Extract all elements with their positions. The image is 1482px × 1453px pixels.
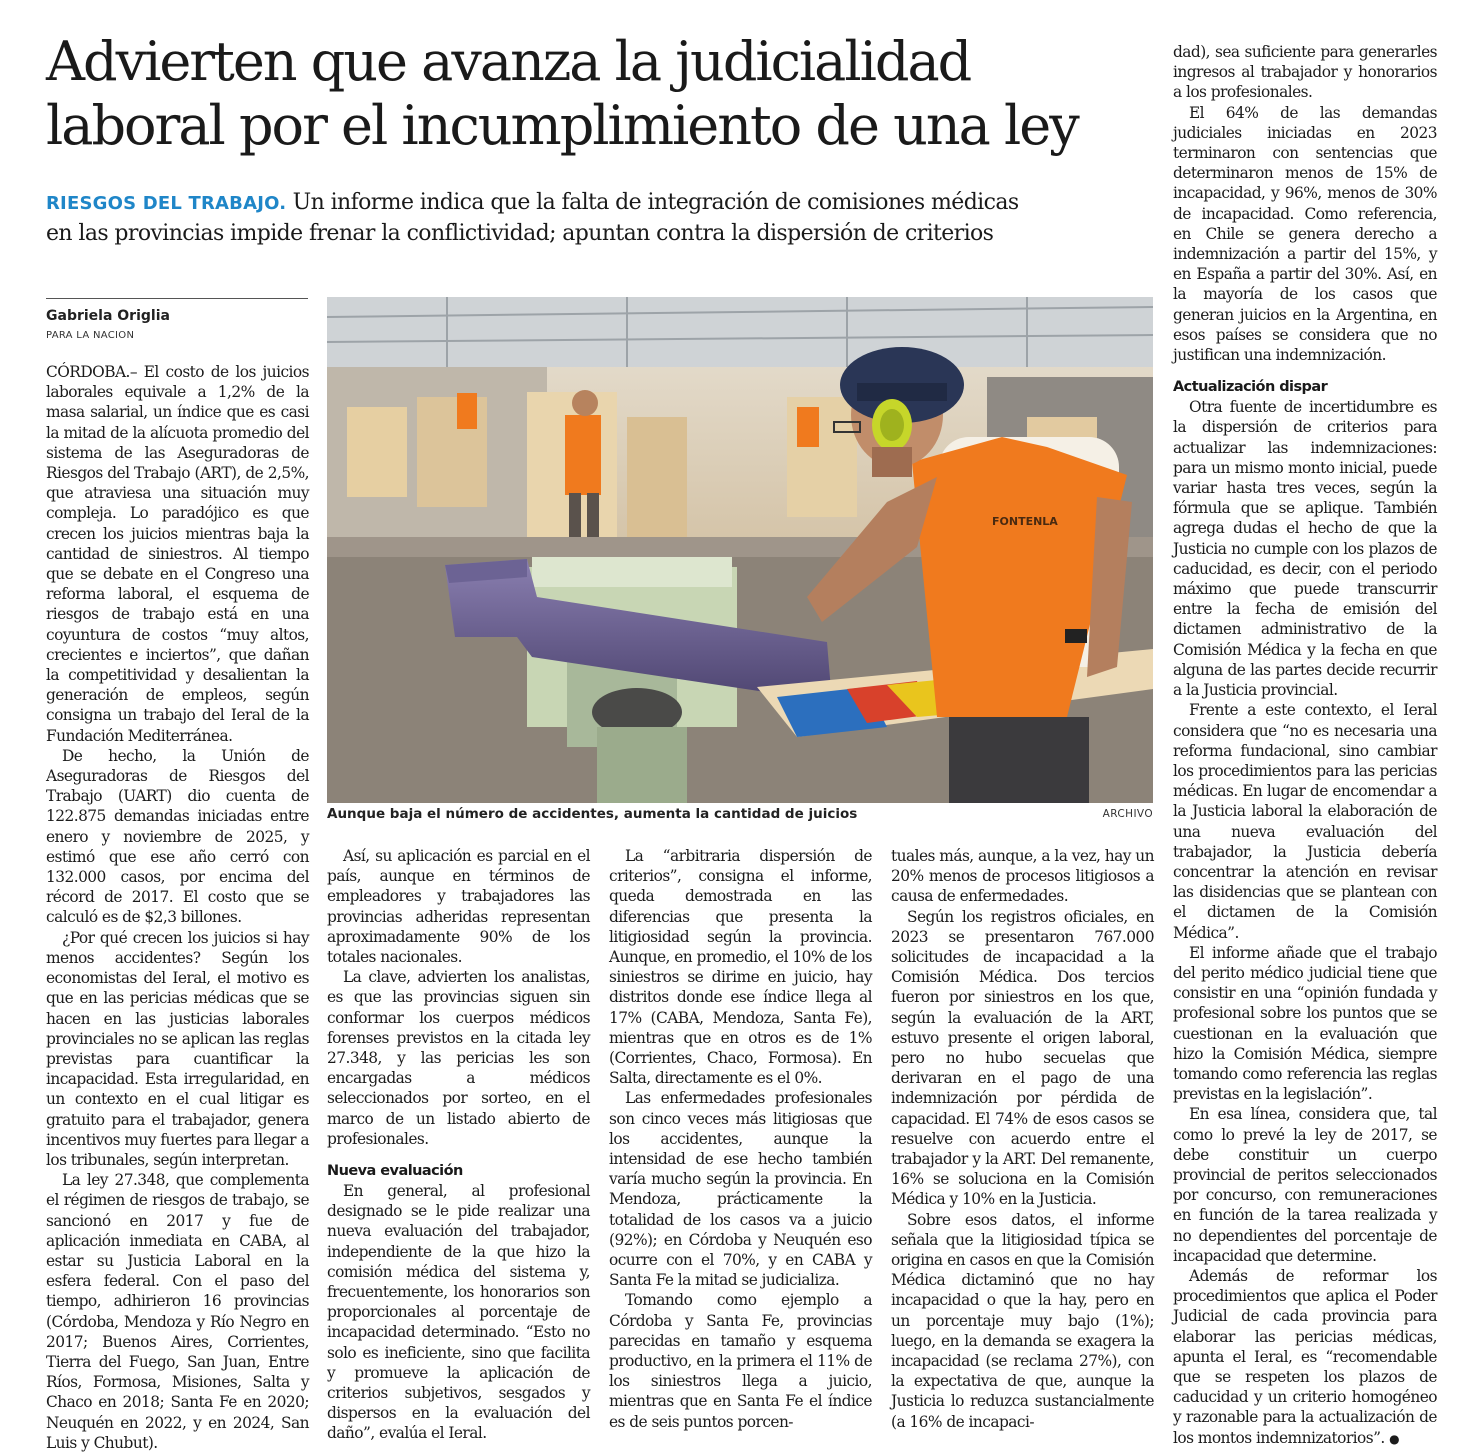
paragraph: El informe añade que el trabajo del perito médico judicial tiene que consistir en una “opinión fundada y profesional sobre los puntos que se cuestionan en la evaluación que hizo la Comisión Médica, siempre tomando como referencia las reglas previstas en la legislación”.: [1173, 943, 1437, 1104]
deck-text-1: Un informe indica que la falta de integración de comisiones médicas: [292, 190, 1019, 215]
byline-rule: [46, 298, 308, 299]
author-organization: PARA LA NACION: [46, 330, 135, 341]
paragraph: En general, al profesional designado se le pide realizar una nueva evaluación del trabajador, independiente de la que hizo la comisión médica del sistema y, frecuentemente, los honorarios son proporcionales al porcentaje de incapacidad determinado. “Esto no solo es ineficiente, sino que facilita y promueve la aplicación de criterios subjetivos, sesgados y dispersos en la evaluación del daño”, evalúa el Ieral.: [327, 1182, 590, 1443]
paragraph: [1173, 1266, 1437, 1449]
headline-line-2: laboral por el incumplimiento de una ley: [46, 94, 1078, 157]
paragraph: Las enfermedades profesionales son cinco veces más litigiosas que los accidentes, aunque la intensidad de ese hecho también varía mucho según la provincia. En Mendoza, prácticamente la totalidad de los casos va a juicio (92%); en Córdoba y Neuquén eso ocurre con el 70%, y en CABA y Santa Fe la mitad se judicializa.: [609, 1089, 872, 1290]
paragraph: CÓRDOBA.– El costo de los juicios laborales equivale a 1,2% de la masa salarial, un índice que es casi la mitad de la alícuota promedio del sistema de las Aseguradoras de Riesgos del Trabajo (ART), de 2,5%, que atraviesa una situación muy compleja. Lo paradójico es que crecen los juicios mientras baja la cantidad de siniestros. Al tiempo que se debate en el Congreso una reforma laboral, el esquema de riesgos de trabajo está en una coyuntura de costos “muy altos, crecientes e inciertos”, que dañan la competitividad y desalientan la generación de empleos, según consigna un trabajo del Ieral de la Fundación Mediterránea.: [46, 363, 309, 745]
paragraph: Según los registros oficiales, en 2023 se presentaron 767.000 solicitudes de incapacidad a la Comisión Médica. Dos tercios fueron por siniestros en los que, según la evaluación de la ART, estuvo presente el origen laboral, pero no hubo secuelas que derivaran en el pago de una indemnización por pérdida de capacidad. El 74% de esos casos se resuelve con acuerdo entre el trabajador y la ART. Del remanente, 16% se soluciona en la Comisión Médica y 10% en la Justicia.: [891, 907, 1154, 1209]
section-kicker: RIESGOS DEL TRABAJO.: [46, 193, 287, 214]
paragraph: Así, su aplicación es parcial en el país, aunque en términos de empleadores y trabajadores las provincias adheridas representan aproximadamente 90% de los totales nacionales.: [327, 847, 590, 967]
paragraph: La clave, advierten los analistas, es que las provincias siguen sin conformar los cuerpos médicos forenses previstos en la citada ley 27.348, y las pericias les son encargadas a médicos seleccionados por sorteo, en el marco de un listado abierto de profesionales.: [327, 968, 590, 1148]
deck-line-1: [46, 188, 1166, 219]
paragraph: En esa línea, considera que, tal como lo prevé la ley de 2017, se debe constituir un cuerpo provincial de peritos seleccionados por concurso, con remuneraciones en función de la tarea realizada y no dependientes del porcentaje de incapacidad que determine.: [1173, 1105, 1437, 1265]
subheading: Nueva evaluación: [327, 1163, 463, 1180]
column-3: [609, 846, 872, 1431]
paragraph: El 64% de las demandas judiciales iniciadas en 2023 terminaron con sentencias que determinaron menos de 15% de incapacidad, y 96%, menos de 30% de incapacidad. Como referencia, en Chile se genera derecho a indemnización a partir del 15%, y en España a partir del 30%. Así, en la mayoría de los casos que generan juicios en la Argentina, en esos países se considera que no justifican una indemnización.: [1173, 103, 1437, 365]
article-deck: [46, 188, 1166, 249]
paragraph: ¿Por qué crecen los juicios si hay menos accidentes? Según los economistas del Ieral, el motivo es que en las pericias médicas que se hacen en las justicias laborales provinciales no se aplican las reglas previstas para cuantificar la incapacidad. Esta irregularidad, en un contexto en el cual litigar es gratuito para el trabajador, genera incentivos muy fuertes para llegar a los tribunales, según interpretan.: [46, 928, 309, 1169]
end-mark: ●: [1389, 1431, 1400, 1446]
photo-caption: Aunque baja el número de accidentes, aumenta la cantidad de juicios: [327, 806, 858, 822]
column-1: [46, 362, 309, 1452]
headline-line-1: Advierten que avanza la judicialidad: [46, 30, 971, 93]
deck-line-2: en las provincias impide frenar la conflictividad; apuntan contra la dispersión de criterios: [46, 221, 994, 246]
article-photo: [327, 297, 1153, 803]
paragraph: dad), sea suficiente para generarles ingresos al trabajador y honorarios a los profesionales.: [1173, 43, 1437, 102]
author-name: Gabriela Origlia: [46, 308, 170, 324]
column-2: [327, 846, 590, 1443]
paragraph: tuales más, aunque, a la vez, hay un 20% menos de procesos litigiosos a causa de enfermedades.: [891, 847, 1154, 906]
column-5: [1173, 42, 1437, 1447]
paragraph: Sobre esos datos, el informe señala que la litigiosidad típica se origina en casos en que la Comisión Médica dictaminó que no hay incapacidad o que la hay, pero en un porcentaje muy bajo (1%); luego, en la demanda se exagera la incapacidad (se reclama 27%), con la expectativa de que, aunque la Justicia lo reduzca sustancialmente (a 16% de incapaci-: [891, 1210, 1154, 1431]
photo-credit: ARCHIVO: [1102, 808, 1153, 820]
headline: [46, 30, 1156, 158]
paragraph: Otra fuente de incertidumbre es la dispersión de criterios para actualizar las indemnizaciones: para un mismo monto inicial, puede variar hasta tres veces, según la fórmula que se aplique. También agrega dudas el hecho de que la Justicia no cumple con los plazos de caducidad, es decir, con el periodo máximo que puede transcurrir entre la fecha de emisión del dictamen administrativo de la Comisión Médica y la fecha en que alguna de las partes decide recurrir a la Justicia provincial.: [1173, 398, 1437, 700]
paragraph: Frente a este contexto, el Ieral considera que “no es necesaria una reforma fundacional, sino cambiar los procedimientos para las pericias médicas. En lugar de encomendar a la Justicia laboral la elaboración de una nueva evaluación del trabajador, la Justicia debería concentrar la atención en revisar las disidencias que se plantean con el dictamen de la Comisión Médica”.: [1173, 701, 1437, 942]
paragraph: La ley 27.348, que complementa el régimen de riesgos de trabajo, se sancionó en 2017 y fue de aplicación inmediata en CABA, al estar su Justicia Laboral en la esfera federal. Con el paso del tiempo, adhirieron 16 provincias (Córdoba, Mendoza y Río Negro en 2017; Buenos Aires, Corrientes, Tierra del Fuego, San Juan, Entre Ríos, Formosa, Misiones, Salta y Chaco en 2018; Santa Fe en 2020; Neuquén en 2022, y en 2024, San Luis y Chubut).: [46, 1171, 309, 1452]
subheading: Actualización dispar: [1173, 379, 1328, 396]
factory-worker-illustration: [327, 297, 1153, 803]
paragraph: Tomando como ejemplo a Córdoba y Santa Fe, provincias parecidas en tamaño y esquema productivo, en la primera el 11% de los siniestros llega a juicio, mientras que en Santa Fe el índice es de seis puntos porcen-: [609, 1291, 872, 1431]
vest-text: FONTENLA: [992, 515, 1058, 528]
paragraph: La “arbitraria dispersión de criterios”, consigna el informe, queda demostrada en las diferencias que presenta la litigiosidad según la provincia. Aunque, en promedio, el 10% de los siniestros se dirime en juicio, hay distritos donde ese índice llega al 17% (CABA, Mendoza, Santa Fe), mientras que en otros es de 1% (Corrientes, Chaco, Formosa). En Salta, directamente es el 0%.: [609, 847, 872, 1088]
paragraph-text: Además de reformar los procedimientos que aplica el Poder Judicial de cada provincia para elaborar las pericias médicas, apunta el Ieral, es “recomendable que se respeten los plazos de caducidad y un criterio homogéneo y razonable para la actualización de los montos indemnizatorios”.: [1173, 1266, 1437, 1447]
paragraph: De hecho, la Unión de Aseguradoras de Riesgos del Trabajo (UART) dio cuenta de 122.875 demandas iniciadas entre enero y noviembre de 2025, y estimó que ese año cerró con 132.000 casos, por encima del récord de 2017. El costo que se calculó es de $2,3 billones.: [46, 746, 309, 927]
column-4: [891, 846, 1154, 1431]
